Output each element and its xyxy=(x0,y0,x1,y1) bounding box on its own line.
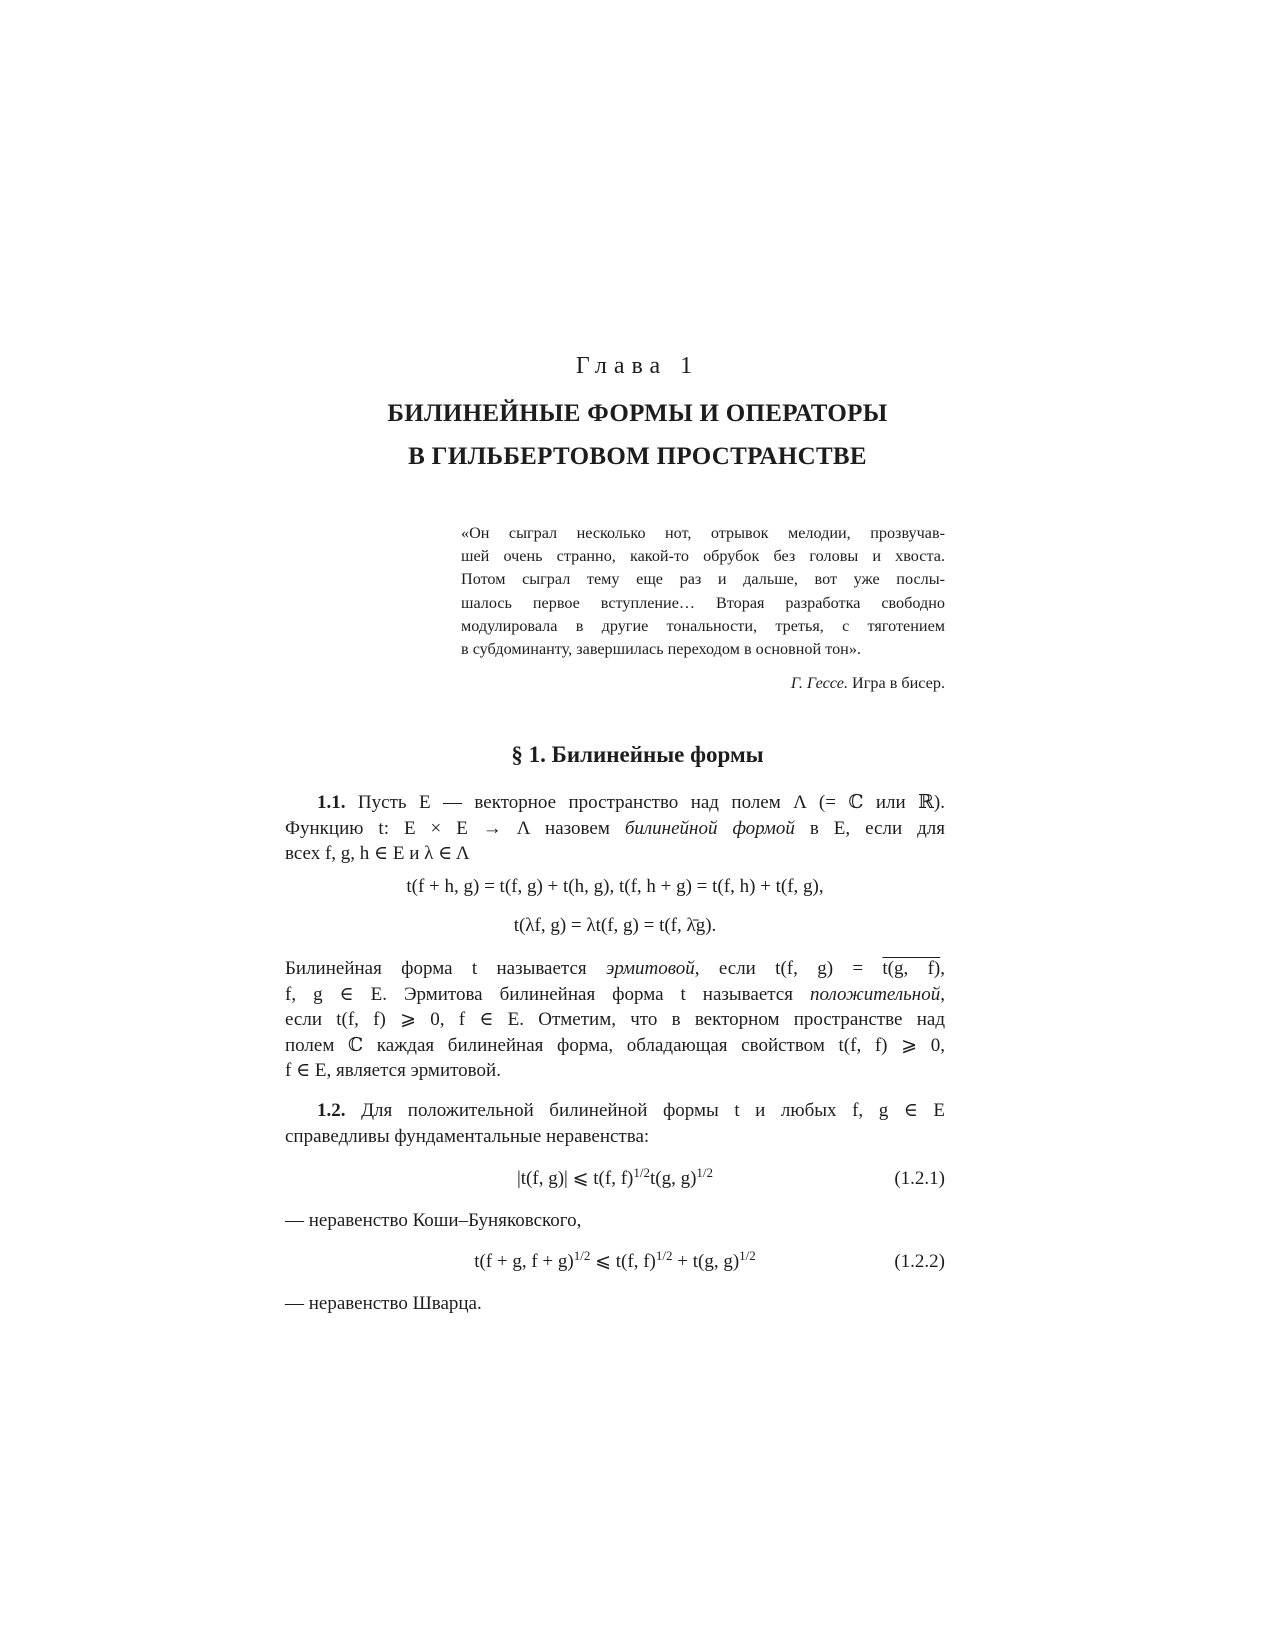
conjugate-expression: t(g, f) xyxy=(882,958,941,979)
chapter-title-line2: В ГИЛЬБЕРТОВОМ ПРОСТРАНСТВЕ xyxy=(408,443,867,470)
caption-schwarz xyxy=(285,1291,945,1317)
equation-exponent: 1/2 xyxy=(739,1248,756,1263)
equation-text: t(f + g, f + g) xyxy=(474,1251,574,1272)
paragraph-text: Пусть E — векторное пространство над полем Λ (= ℂ или ℝ). xyxy=(357,792,945,813)
chapter-title xyxy=(0,392,1275,478)
equation-text: + t(g, g) xyxy=(672,1251,740,1272)
chapter-title-line1: БИЛИНЕЙНЫЕ ФОРМЫ И ОПЕРАТОРЫ xyxy=(387,400,888,427)
section-heading: § 1. Билинейные формы xyxy=(511,742,764,767)
paragraph-line xyxy=(285,816,945,842)
equation-exponent: 1/2 xyxy=(633,1165,650,1180)
paragraph-line: если t(f, f) ⩾ 0, f ∈ E. Отметим, что в векторном пространстве над xyxy=(285,1009,945,1030)
paragraph-line: — неравенство Шварца. xyxy=(285,1293,482,1314)
epigraph-author: Г. Гессе. xyxy=(790,674,848,692)
paragraph-line: справедливы фундаментальные неравенства: xyxy=(285,1125,650,1147)
paragraph-number: 1.2. xyxy=(317,1100,346,1121)
epigraph-quote xyxy=(461,522,945,661)
emphasis-term: положительной xyxy=(809,983,941,1005)
paragraph-line xyxy=(285,1098,945,1124)
paragraph-text: Для положительной билинейной формы t и любых f, g ∈ E xyxy=(361,1100,945,1121)
caption-cauchy-bunyakovsky xyxy=(285,1208,945,1234)
equation-exponent: 1/2 xyxy=(696,1165,714,1180)
epigraph-work: Игра в бисер. xyxy=(852,674,945,692)
equation-text: t(g, g) xyxy=(649,1168,697,1189)
equation-1-2-2 xyxy=(285,1249,945,1275)
paragraph-text: в E, если для xyxy=(794,817,945,839)
paragraph-line: — неравенство Коши–Буняковского, xyxy=(285,1210,582,1231)
epigraph-line: в субдоминанту, завершилась переходом в основной тон». xyxy=(461,640,861,659)
equation-1-2-1 xyxy=(285,1166,945,1192)
epigraph-source xyxy=(461,672,945,695)
equation-text: ⩽ t(f, f) xyxy=(590,1251,656,1272)
paragraph-line: всех f, g, h ∈ E и λ ∈ Λ xyxy=(285,843,470,864)
epigraph-line: модулировала в другие тональности, третья, с тяготением xyxy=(461,616,945,635)
emphasis-term: эрмитовой xyxy=(605,958,695,979)
epigraph-line: шалось первое вступление… Вторая разработка свободно xyxy=(461,593,945,612)
epigraph-line: «Он сыграл несколько нот, отрывок мелодии, прозвучав- xyxy=(461,524,945,542)
paragraph-number: 1.1. xyxy=(317,792,346,813)
paragraph-line: полем ℂ каждая билинейная форма, обладающая свойством t(f, f) ⩾ 0, xyxy=(285,1034,945,1056)
equation-number: (1.2.1) xyxy=(894,1168,945,1189)
paragraph-text: f, g ∈ E. Эрмитова билинейная форма t называется xyxy=(285,983,810,1005)
paragraph-text: , xyxy=(940,958,946,979)
paragraph-text: , xyxy=(940,983,945,1005)
paragraph-1-1 xyxy=(285,790,945,867)
paragraph-line xyxy=(285,956,945,982)
equation-text: |t(f, g)| ⩽ t(f, f) xyxy=(516,1168,634,1189)
paragraph-text: Билинейная форма t называется xyxy=(285,958,606,979)
paragraph-text: Функцию t: E × E → Λ назовем xyxy=(285,817,625,839)
paragraph-hermitian xyxy=(285,956,945,1084)
paragraph-1-2 xyxy=(285,1098,945,1149)
paragraph-line xyxy=(285,790,945,816)
paragraph-line xyxy=(285,982,945,1008)
equation-exponent: 1/2 xyxy=(655,1248,673,1263)
formula-bilinear-additivity: t(f + h, g) = t(f, g) + t(h, g), t(f, h + g) = t(f, h) + t(f, g), xyxy=(406,876,824,897)
chapter-label: Глава 1 xyxy=(575,353,700,379)
paragraph-text: , если t(f, g) = xyxy=(694,958,883,979)
paragraph-line: f ∈ E, является эрмитовой. xyxy=(285,1060,501,1081)
epigraph-line: шей очень странно, какой-то обрубок без головы и хвоста. xyxy=(461,547,945,566)
equation-number: (1.2.2) xyxy=(894,1251,945,1272)
epigraph-line: Потом сыграл тему еще раз и дальше, вот уже послы- xyxy=(461,570,945,589)
equation-exponent: 1/2 xyxy=(573,1248,591,1263)
formula-bilinear-scaling: t(λf, g) = λt(f, g) = t(f, λ̄g). xyxy=(513,915,717,936)
emphasis-term: билинейной формой xyxy=(624,817,795,839)
